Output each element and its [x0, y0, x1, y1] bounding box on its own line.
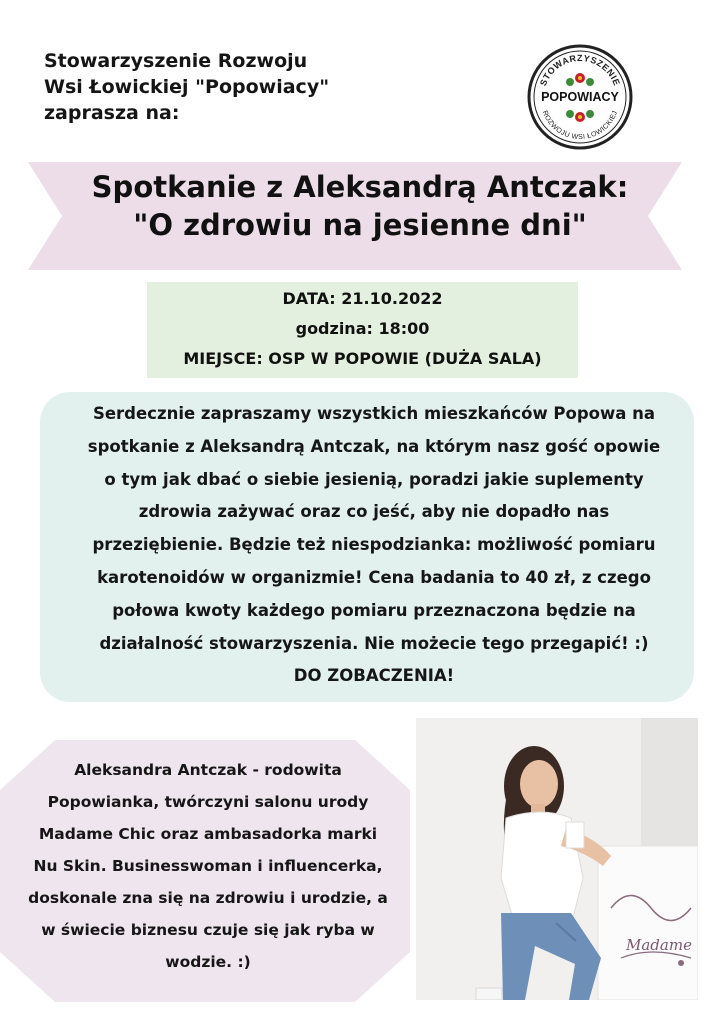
invitation-line: działalność stowarzyszenia. Nie możecie tego przegapić! :)	[99, 633, 649, 653]
logo-center-text: POPOWIACY	[541, 90, 619, 104]
invitation-line: przeziębienie. Będzie też niespodzianka: możliwość pomiaru	[92, 535, 656, 555]
guest-photo	[416, 718, 698, 1000]
invitation-line: spotkanie z Aleksandrą Antczak, na którym nasz gość opowie	[87, 436, 661, 456]
closing-line: DO ZOBACZENIA!	[293, 666, 455, 686]
bio-line: Nu Skin. Businesswoman i influencerka,	[33, 857, 383, 875]
bio-text	[8, 754, 408, 978]
invitation-line: połowa kwoty każdego pomiaru przeznaczona będzie na	[112, 600, 636, 620]
event-date: DATA: 21.10.2022	[282, 289, 443, 308]
bio-line: Aleksandra Antczak - rodowita	[74, 761, 342, 779]
event-title	[40, 168, 680, 244]
logo-top-text: STOWARZYSZENIE	[537, 52, 623, 88]
invitation-line: o tym jak dbać o siebie jesienią, poradzi jakie suplementy	[104, 469, 644, 489]
org-line: Stowarzyszenie Rozwoju	[44, 50, 308, 72]
event-details-box	[147, 282, 578, 378]
invitation-line: karotenoidów w organizmie! Cena badania to 40 zł, z czego	[97, 567, 651, 587]
invitation-line: Serdecznie zapraszamy wszystkich mieszkańców Popowa na	[92, 404, 656, 423]
invitation-text	[40, 398, 708, 693]
bio-line: wodzie. :)	[165, 953, 251, 971]
org-line: zaprasza na:	[44, 102, 180, 124]
popowiacy-logo	[527, 44, 633, 150]
bio-line: doskonale zna się na zdrowiu i urodzie, a	[28, 889, 388, 907]
event-place: MIEJSCE: OSP W POPOWIE (DUŻA SALA)	[183, 349, 542, 368]
event-time: godzina: 18:00	[295, 319, 430, 338]
organization-intro	[44, 48, 374, 126]
bio-line: Madame Chic oraz ambasadorka marki	[38, 825, 378, 843]
logo-bottom-text: ROZWOJU WSI ŁOWICKIEJ	[540, 109, 620, 142]
salon-sign-text: Madame	[626, 936, 692, 954]
title-line: Spotkanie z Aleksandrą Antczak:	[91, 170, 629, 204]
org-line: Wsi Łowickiej "Popowiacy"	[44, 76, 330, 98]
bio-line: w świecie biznesu czuje się jak ryba w	[41, 921, 375, 939]
bio-line: Popowianka, twórczyni salonu urody	[47, 793, 369, 811]
subtitle-line: "O zdrowiu na jesienne dni"	[133, 208, 587, 242]
invitation-line: zdrowia zażywać oraz co jeść, aby nie dopadło nas	[138, 502, 610, 522]
